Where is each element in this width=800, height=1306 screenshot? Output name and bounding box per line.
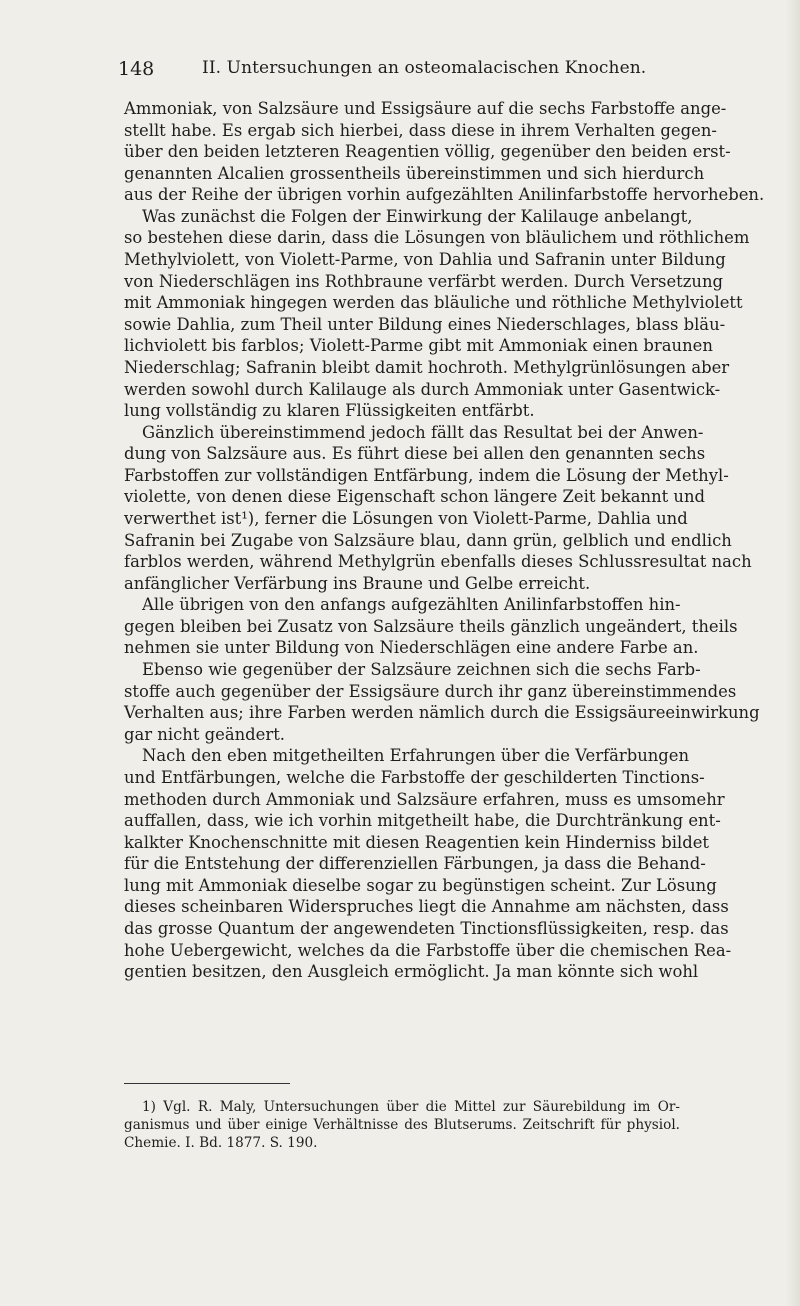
text-line: Ebenso wie gegenüber der Salzsäure zeichnen sich die sechs Farb- [142, 660, 701, 680]
text-line: stellt habe. Es ergab sich hierbei, dass diese in ihrem Verhalten gegen- [124, 120, 717, 140]
text-line: so bestehen diese darin, dass die Lösungen von bläulichem und röthlichem [124, 228, 750, 248]
footnote [124, 1098, 680, 1152]
text-line: und Entfärbungen, welche die Farbstoffe der geschilderten Tinctions- [124, 767, 705, 787]
text-line: lung vollständig zu klaren Flüssigkeiten entfärbt. [124, 401, 535, 421]
text-line: gentien besitzen, den Ausgleich ermöglicht. Ja man könnte sich wohl [124, 962, 699, 982]
text-line: stoffe auch gegenüber der Essigsäure durch ihr ganz übereinstimmendes [124, 681, 737, 701]
footnote-line: 1) Vgl. R. Maly, Untersuchungen über die Mittel zur Säurebildung im Or- [142, 1099, 680, 1115]
running-title: II. Untersuchungen an osteomalacischen Knochen. [202, 58, 647, 78]
text-line: farblos werden, während Methylgrün ebenfalls dieses Schlussresultat nach [124, 552, 752, 572]
footnote-divider [124, 1083, 290, 1084]
text-line: für die Entstehung der differenziellen Färbungen, ja dass die Behand- [124, 854, 706, 874]
text-line: kalkter Knochenschnitte mit diesen Reagentien kein Hinderniss bildet [124, 832, 709, 852]
text-line: verwerthet ist¹), ferner die Lösungen von Violett-Parme, Dahlia und [124, 508, 688, 528]
text-line: violette, von denen diese Eigenschaft schon längere Zeit bekannt und [124, 487, 706, 507]
footnote-line: Chemie. I. Bd. 1877. S. 190. [124, 1135, 318, 1151]
text-line: Ammoniak, von Salzsäure und Essigsäure auf die sechs Farbstoffe ange- [124, 99, 727, 118]
text-line: dieses scheinbaren Widerspruches liegt die Annahme am nächsten, dass [124, 897, 729, 917]
text-line: das grosse Quantum der angewendeten Tinctionsflüssigkeiten, resp. das [124, 918, 729, 938]
body-text [124, 98, 765, 983]
page-number: 148 [118, 58, 155, 80]
text-line: sowie Dahlia, zum Theil unter Bildung eines Niederschlages, blass bläu- [124, 314, 726, 334]
text-line: werden sowohl durch Kalilauge als durch Ammoniak unter Gasentwick- [124, 379, 721, 399]
text-line: Nach den eben mitgetheilten Erfahrungen über die Verfärbungen [142, 746, 690, 766]
text-line: Verhalten aus; ihre Farben werden nämlich durch die Essigsäureeinwirkung [124, 703, 760, 723]
text-line: über den beiden letzteren Reagentien völlig, gegenüber den beiden erst- [124, 142, 731, 162]
text-line: nehmen sie unter Bildung von Niederschlägen eine andere Farbe an. [124, 638, 699, 658]
text-line: Safranin bei Zugabe von Salzsäure blau, dann grün, gelblich und endlich [124, 530, 732, 550]
page-header [118, 58, 678, 82]
text-line: gar nicht geändert. [124, 724, 285, 744]
text-line: anfänglicher Verfärbung ins Braune und Gelbe erreicht. [124, 573, 591, 593]
footnote-line: ganismus und über einige Verhältnisse des Blutserums. Zeitschrift für physiol. [124, 1117, 680, 1133]
text-line: Alle übrigen von den anfangs aufgezählten Anilinfarbstoffen hin- [142, 595, 681, 615]
text-line: genannten Alcalien grossentheils übereinstimmen und sich hierdurch [124, 163, 705, 183]
text-line: methoden durch Ammoniak und Salzsäure erfahren, muss es umsomehr [124, 789, 725, 809]
text-line: Was zunächst die Folgen der Einwirkung der Kalilauge anbelangt, [142, 206, 693, 226]
text-line: aus der Reihe der übrigen vorhin aufgezählten Anilinfarbstoffe hervorheben. [124, 185, 765, 205]
text-line: Farbstoffen zur vollständigen Entfärbung, indem die Lösung der Methyl- [124, 465, 729, 485]
text-line: lung mit Ammoniak dieselbe sogar zu begünstigen scheint. Zur Lösung [124, 875, 717, 895]
text-line: hohe Uebergewicht, welches da die Farbstoffe über die chemischen Rea- [124, 940, 732, 960]
text-line: auffallen, dass, wie ich vorhin mitgetheilt habe, die Durchtränkung ent- [124, 811, 721, 831]
text-line: Methylviolett, von Violett-Parme, von Dahlia und Safranin unter Bildung [124, 250, 726, 270]
page-edge-shadow [786, 0, 800, 1306]
text-line: Gänzlich übereinstimmend jedoch fällt das Resultat bei der Anwen- [142, 422, 704, 442]
text-line: mit Ammoniak hingegen werden das bläuliche und röthliche Methylviolett [124, 293, 743, 313]
text-line: lichviolett bis farblos; Violett-Parme gibt mit Ammoniak einen braunen [124, 336, 713, 356]
text-line: Niederschlag; Safranin bleibt damit hochroth. Methylgrünlösungen aber [124, 357, 730, 377]
text-line: dung von Salzsäure aus. Es führt diese bei allen den genannten sechs [124, 444, 706, 464]
text-line: gegen bleiben bei Zusatz von Salzsäure theils gänzlich ungeändert, theils [124, 616, 738, 636]
text-line: von Niederschlägen ins Rothbraune verfärbt werden. Durch Versetzung [124, 271, 723, 291]
